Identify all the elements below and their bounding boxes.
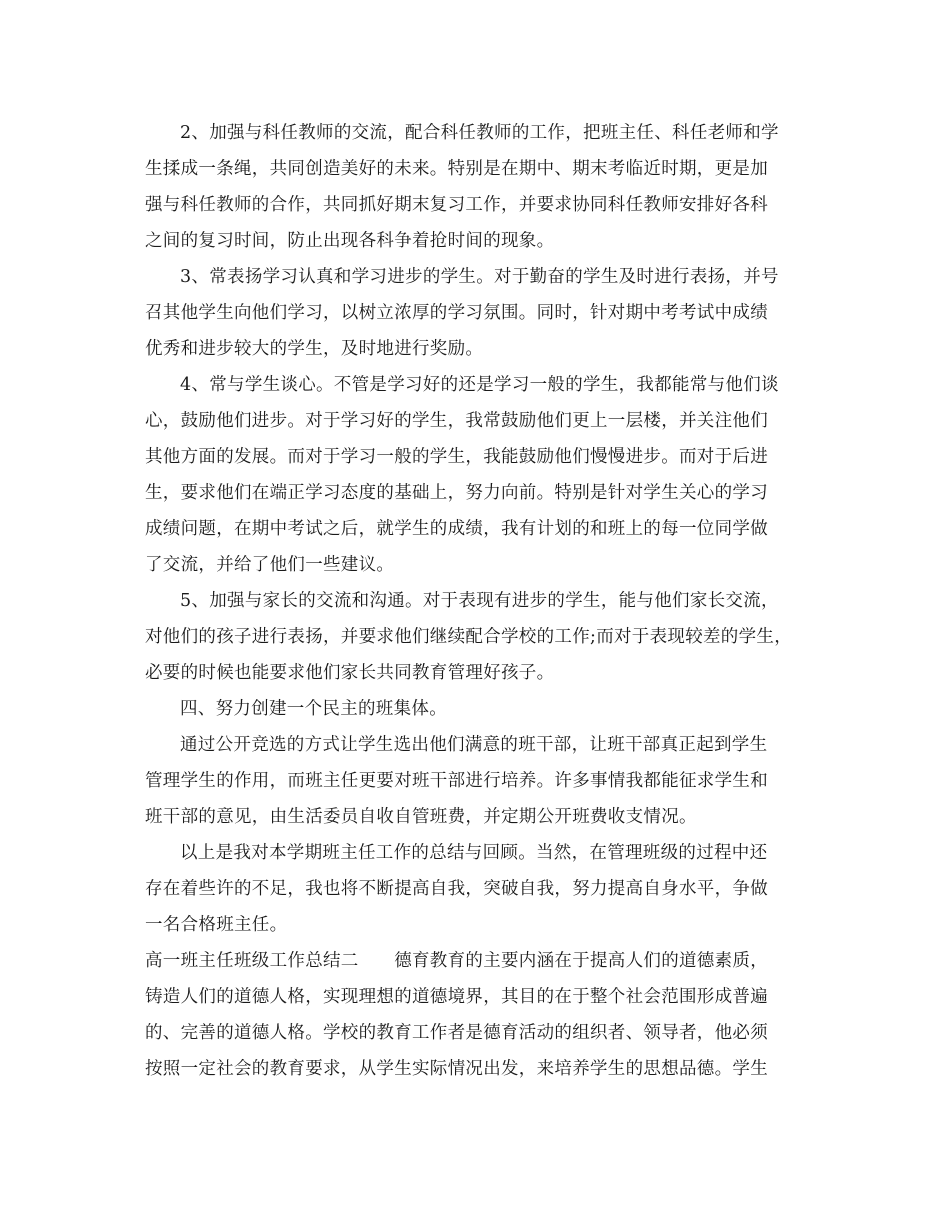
text-line: 的、完善的道德人格。学校的教育工作者是德育活动的组织者、领导者，他必须 [145, 1023, 768, 1043]
text-line: 管理学生的作用，而班主任更要对班干部进行培养。许多事情我都能征求学生和 [145, 771, 768, 791]
text-line: 其他方面的发展。而对于学习一般的学生，我能鼓励他们慢慢进步。而对于后进 [145, 447, 768, 467]
text-line: 存在着些许的不足，我也将不断提高自我，突破自我，努力提高自身水平，争做 [145, 879, 768, 899]
text-line: 2、加强与科任教师的交流，配合科任教师的工作，把班主任、科任老师和学 [180, 123, 779, 143]
text-line: 3、常表扬学习认真和学习进步的学生。对于勤奋的学生及时进行表扬，并号 [180, 267, 779, 287]
section-heading: 四、努力创建一个民主的班集体。 [180, 699, 447, 719]
text-line: 班干部的意见，由生活委员自收自管班费，并定期公开班费收支情况。 [145, 807, 697, 827]
text-line: 优秀和进步较大的学生，及时地进行奖励。 [145, 339, 484, 359]
text-line: 对他们的孩子进行表扬，并要求他们继续配合学校的工作;而对于表现较差的学生， [145, 627, 792, 647]
text-line: 铸造人们的道德人格，实现理想的道德境界，其目的在于整个社会范围形成普遍 [145, 987, 768, 1007]
text-line: 了交流，并给了他们一些建议。 [145, 555, 395, 575]
text-line: 4、常与学生谈心。不管是学习好的还是学习一般的学生，我都能常与他们谈 [180, 375, 779, 395]
text-line: 成绩问题，在期中考试之后，就学生的成绩，我有计划的和班上的每一位同学做 [145, 519, 768, 539]
text-line: 一名合格班主任。 [145, 915, 288, 935]
text-line: 强与科任教师的合作，共同抓好期末复习工作，并要求协同科任教师安排好各科 [145, 195, 768, 215]
text-line: 召其他学生向他们学习，以树立浓厚的学习氛围。同时，针对期中考考试中成绩 [145, 303, 768, 323]
text-line: 生，要求他们在端正学习态度的基础上，努力向前。特别是针对学生关心的学习 [145, 483, 768, 503]
text-line: 按照一定社会的教育要求，从学生实际情况出发，来培养学生的思想品德。学生 [145, 1059, 768, 1079]
text-line: 通过公开竞选的方式让学生选出他们满意的班干部，让班干部真正起到学生 [180, 735, 768, 755]
text-line: 以上是我对本学期班主任工作的总结与回顾。当然，在管理班级的过程中还 [180, 843, 768, 863]
text-line: 必要的时候也能要求他们家长共同教育管理好孩子。 [145, 663, 555, 683]
text-line: 之间的复习时间，防止出现各科争着抢时间的现象。 [145, 231, 555, 251]
text-line: 5、加强与家长的交流和沟通。对于表现有进步的学生，能与他们家长交流， [180, 591, 779, 611]
text-line: 心，鼓励他们进步。对于学习好的学生，我常鼓励他们更上一层楼，并关注他们 [145, 411, 768, 431]
text-line: 高一班主任班级工作总结二 德育教育的主要内涵在于提高人们的道德素质， [145, 951, 768, 971]
text-line: 生揉成一条绳，共同创造美好的未来。特别是在期中、期末考临近时期，更是加 [145, 159, 768, 179]
